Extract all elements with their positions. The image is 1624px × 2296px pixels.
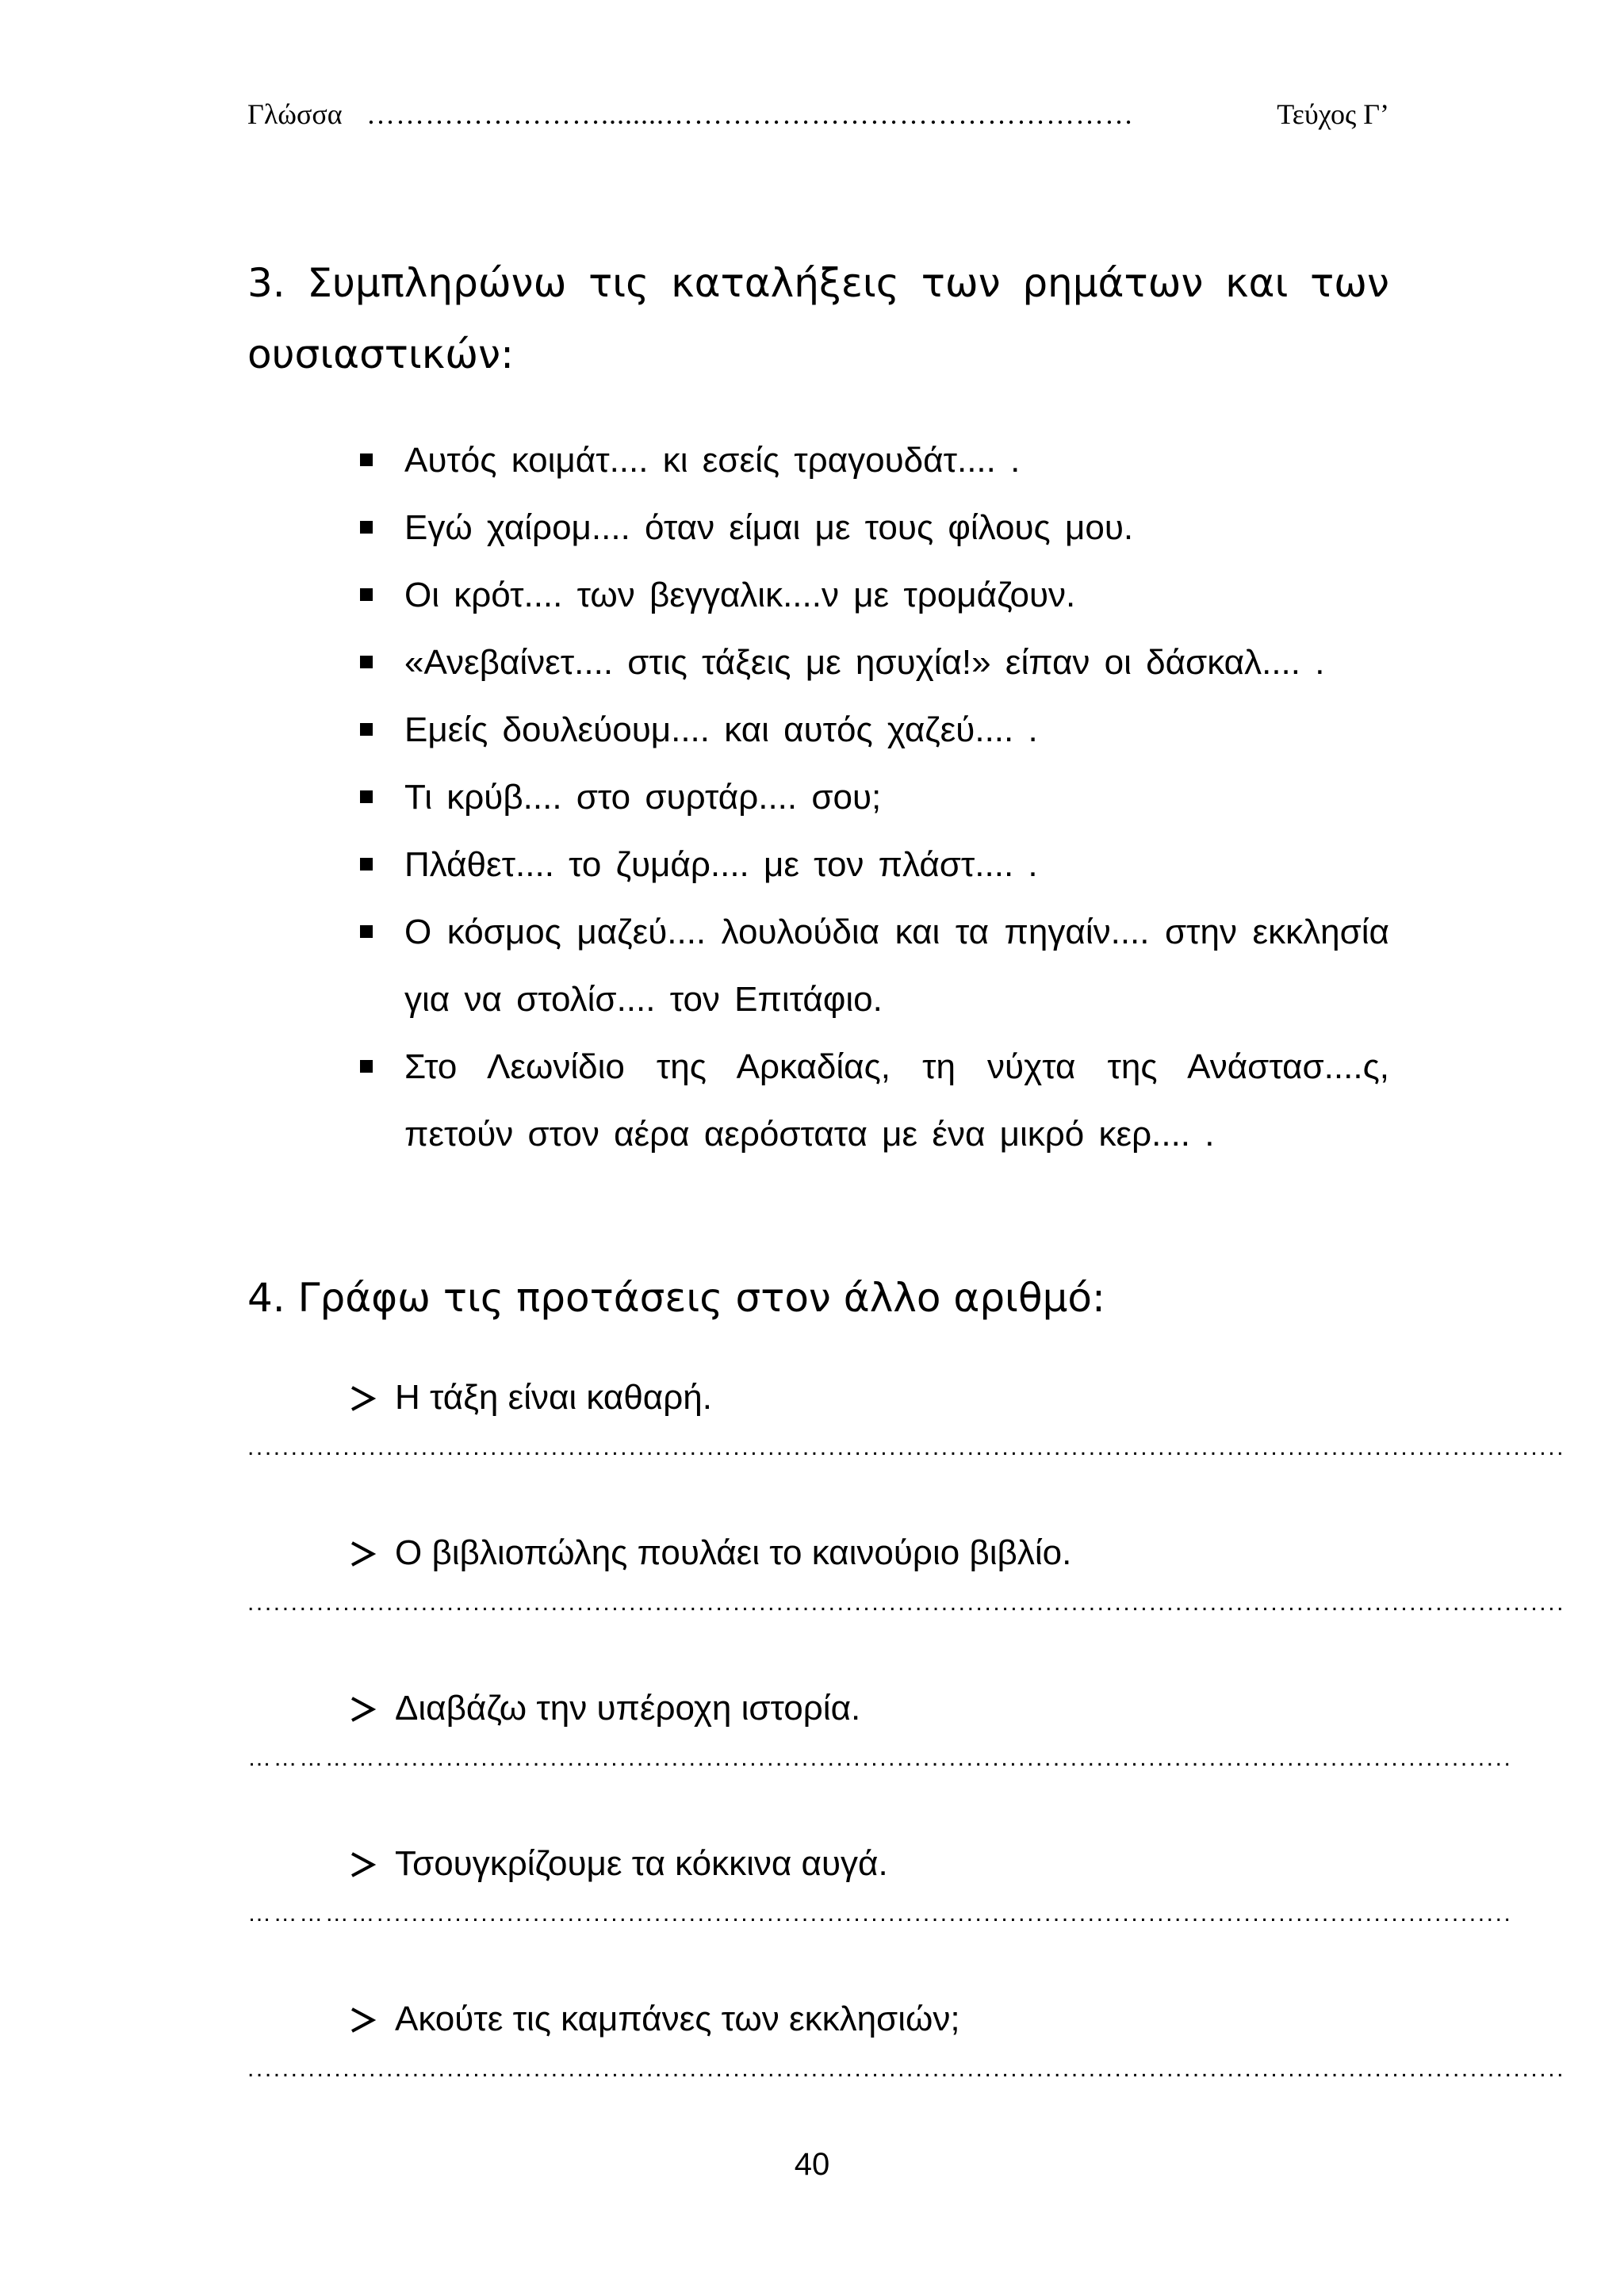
answer-line[interactable]: ........................................................................................................................................................: [247, 1590, 1566, 1616]
list-item: [355, 561, 1389, 629]
square-bullet-icon: [360, 925, 373, 938]
list-item-text: Αυτός κοιμάτ.... κι εσείς τραγουδάτ.... .: [404, 441, 1021, 480]
header-subject: Γλώσσα: [247, 98, 343, 130]
square-bullet-icon: [360, 858, 373, 871]
rewrite-sentence: Ο βιβλιοπώλης πουλάει το καινούριο βιβλίο.: [395, 1533, 1072, 1572]
list-item-text: Τι κρύβ.... στο συρτάρ.... σου;: [404, 778, 882, 817]
arrowhead-bullet-icon: [347, 1992, 379, 2047]
exercise-3-list: [355, 427, 1389, 1168]
header-dot-leader: ……………………........…………………………………………: [366, 98, 1134, 130]
square-bullet-icon: [360, 790, 373, 803]
arrowhead-bullet-icon: [347, 1681, 379, 1736]
arrowhead-bullet-icon: [347, 1525, 379, 1581]
list-item: [355, 898, 1389, 1033]
list-item-text: «Ανεβαίνετ.... στις τάξεις με ησυχία!» είπαν οι δάσκαλ.... .: [404, 643, 1325, 682]
list-item: [355, 494, 1389, 561]
square-bullet-icon: [360, 723, 373, 736]
list-item-text: Πλάθετ.... το ζυμάρ.... με τον πλάστ.... .: [404, 845, 1038, 884]
rewrite-sentence: Τσουγκρίζουμε τα κόκκινα αυγά.: [395, 1844, 888, 1883]
arrowhead-bullet-icon: [347, 1836, 379, 1892]
square-bullet-icon: [360, 1060, 373, 1073]
list-item: [355, 831, 1389, 898]
header-issue: Τεύχος Γ’: [1277, 98, 1389, 130]
answer-line[interactable]: ........................................................................................................................................................: [247, 2056, 1566, 2082]
exercise-4-heading: 4. Γράφω τις προτάσεις στον άλλο αριθμό:: [247, 1275, 1105, 1321]
list-item-text: Οι κρότ.... των βεγγαλικ....ν με τρομάζουν.: [404, 576, 1076, 614]
rewrite-sentence: Διαβάζω την υπέροχη ιστορία.: [395, 1689, 861, 1728]
square-bullet-icon: [360, 521, 373, 534]
list-item-text: Εμείς δουλεύουμ.... και αυτός χαζεύ.... .: [404, 710, 1038, 749]
square-bullet-icon: [360, 656, 373, 668]
list-item-text: Ο κόσμος μαζεύ.... λουλούδια και τα πηγαίν.... στην εκκλησία για να στολίσ.... τον Επιτάφιο.: [404, 913, 1389, 1019]
exercise-3-heading-line1: 3. Συμπληρώνω τις καταλήξεις των ρημάτων και των: [247, 260, 1389, 306]
list-item-text: Στο Λεωνίδιο της Αρκαδίας, τη νύχτα της Ανάστασ....ς, πετούν στον αέρα αερόστατα με ένα μικρό κερ.... .: [404, 1047, 1389, 1154]
list-item-text: Εγώ χαίρομ.... όταν είμαι με τους φίλους μου.: [404, 508, 1134, 547]
square-bullet-icon: [360, 453, 373, 466]
arrowhead-bullet-icon: [347, 1370, 379, 1425]
exercise-3-heading-line2: ουσιαστικών:: [247, 331, 514, 377]
rewrite-sentence: Η τάξη είναι καθαρή.: [395, 1378, 712, 1417]
rewrite-item: [247, 1681, 1513, 1839]
rewrite-item: [247, 1525, 1566, 1684]
square-bullet-icon: [360, 588, 373, 601]
rewrite-item: [247, 1836, 1513, 1995]
answer-line[interactable]: ……………...................................................................................................................................: [247, 1900, 1513, 1927]
answer-line[interactable]: ……………...................................................................................................................................: [247, 1745, 1513, 1771]
rewrite-item: [247, 1370, 1566, 1529]
list-item: [355, 763, 1389, 831]
exercise-3-heading: [247, 247, 1389, 390]
page-number: 40: [794, 2147, 830, 2182]
list-item: [355, 1033, 1389, 1168]
rewrite-sentence: Ακούτε τις καμπάνες των εκκλησιών;: [395, 1999, 960, 2038]
running-header: [247, 94, 1389, 135]
list-item: [355, 427, 1389, 494]
list-item: [355, 629, 1389, 696]
answer-line[interactable]: ........................................................................................................................................................: [247, 1434, 1566, 1460]
rewrite-item: [247, 1992, 1566, 2150]
list-item: [355, 696, 1389, 763]
